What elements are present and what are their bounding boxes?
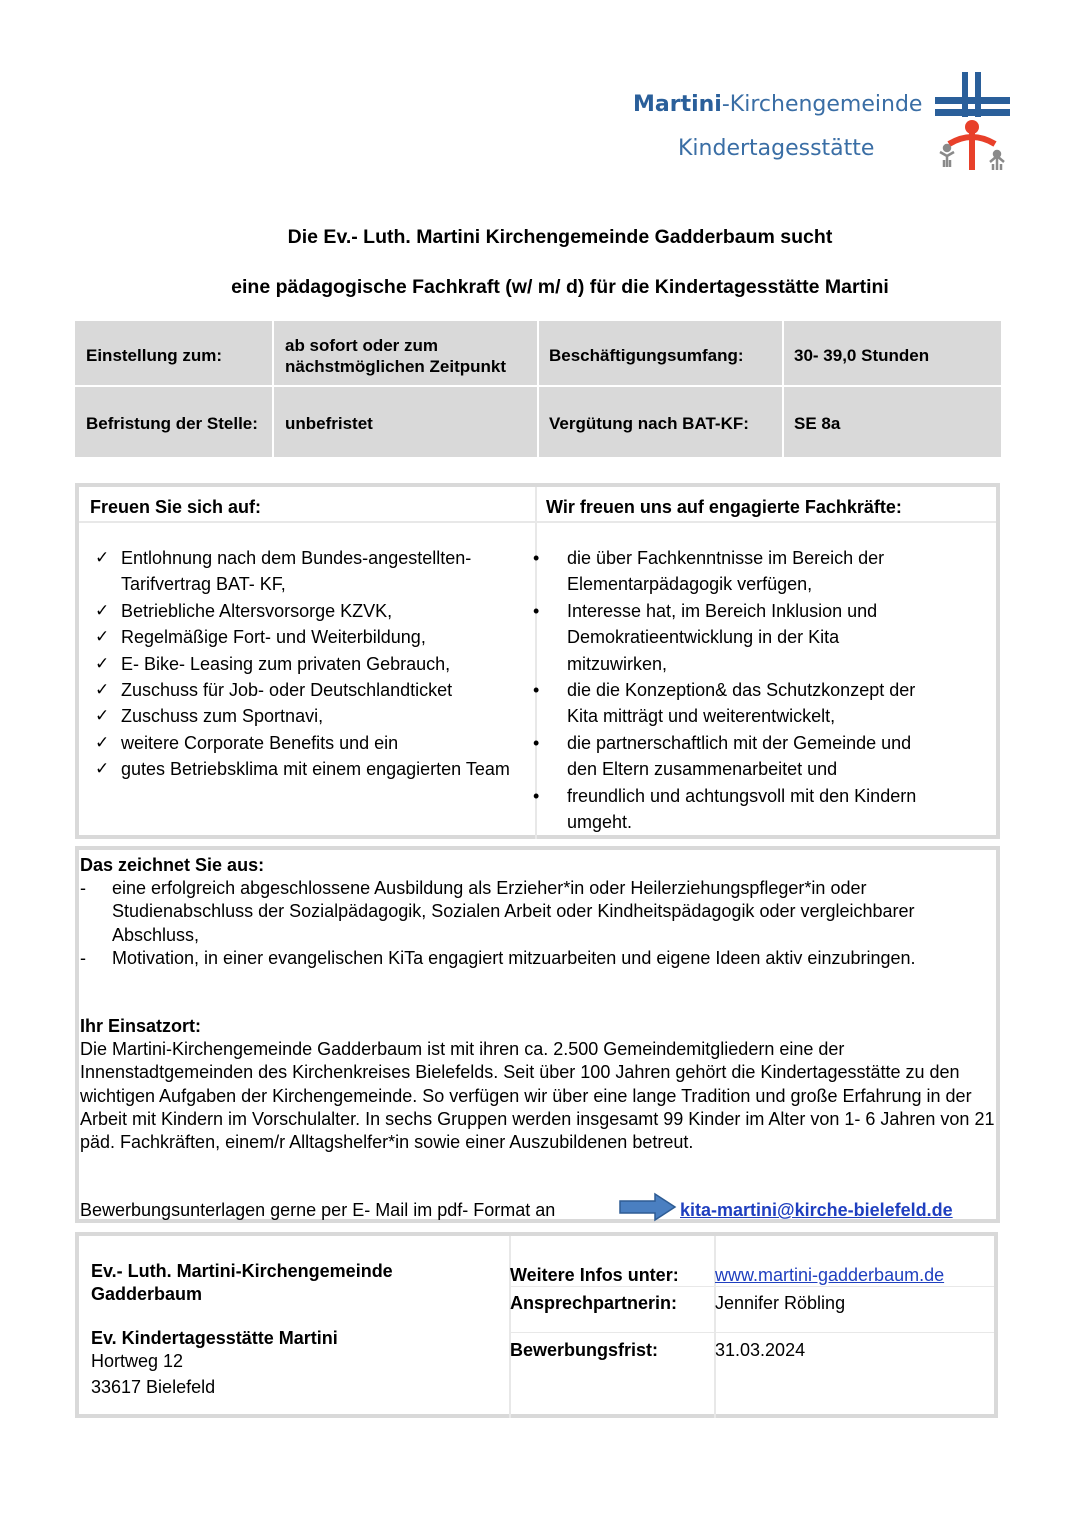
qualifications-heading: Das zeichnet Sie aus: — [80, 855, 265, 875]
contact-name: Jennifer Röbling — [715, 1293, 846, 1313]
list-item: • die die Konzeption& das Schutzkonzept der Kita mitträgt und weiterentwickelt, — [533, 677, 923, 730]
application-text: Bewerbungsunterlagen gerne per E- Mail im pdf- Format an — [80, 1200, 556, 1220]
benefits-box — [75, 483, 1000, 839]
expectations-list — [533, 545, 923, 835]
list-item: ✓ weitere Corporate Benefits und ein — [95, 730, 525, 756]
list-item: • freundlich und achtungsvoll mit den Kindern umgeht. — [533, 783, 923, 836]
pay-value: SE 8a — [794, 414, 841, 433]
qualifications-section — [80, 854, 995, 970]
list-item: • die partnerschaftlich mit der Gemeinde und den Eltern zusammenarbeitet und — [533, 730, 923, 783]
list-item: ✓ Betriebliche Altersvorsorge KZVK, — [95, 598, 525, 624]
list-item: - eine erfolgreich abgeschlossene Ausbildung als Erzieher*in oder Heilerziehungspfleger*in oder Studienabschluss der Sozialpädagogik, Sozialen Arbeit oder Kindheitspädagogik oder vergleichbarer Abschluss, — [80, 877, 995, 947]
deadline-label: Bewerbungsfrist: — [510, 1340, 659, 1360]
org-address: Ev.- Luth. Martini-Kirchengemeinde Gadderbaum Ev. Kindertagesstätte Martini Hortweg 12 33617 Bielefeld — [91, 1261, 393, 1397]
benefits-heading: Freuen Sie sich auf: — [90, 497, 262, 517]
list-item: • Interesse hat, im Bereich Inklusion und Demokratieentwicklung in der Kita mitzuwirken, — [533, 598, 923, 677]
list-item: ✓ gutes Betriebsklima mit einem engagierten Team — [95, 756, 525, 782]
list-item: ✓ E- Bike- Leasing zum privaten Gebrauch, — [95, 651, 525, 677]
cross-with-children-icon — [935, 72, 1010, 172]
list-item: - Motivation, in einer evangelischen KiTa engagiert mitzuarbeiten und eigene Ideen aktiv einzubringen. — [80, 947, 995, 970]
list-item: ✓ Zuschuss zum Sportnavi, — [95, 703, 525, 729]
page-subtitle: eine pädagogische Fachkraft (w/ m/ d) für die Kindertagesstätte Martini — [231, 276, 889, 298]
location-heading: Ihr Einsatzort: — [80, 1016, 202, 1036]
pay-label: Vergütung nach BAT-KF: — [549, 414, 749, 433]
list-item: ✓ Zuschuss für Job- oder Deutschlandticket — [95, 677, 525, 703]
benefits-list — [95, 545, 525, 783]
contact-box — [75, 1232, 998, 1418]
term-value: unbefristet — [285, 414, 373, 433]
location-text: Die Martini-Kirchengemeinde Gadderbaum ist mit ihren ca. 2.500 Gemeindemitgliedern eine der Innenstadtgemeinden des Kirchenkreises Bielefelds. Seit über 100 Jahren gehört die Kindertagesstätte zu den wichtigen Aufgaben der Kirchengemeinde. So verfügen wir über eine lange Tradition und große Erfahrung in der Arbeit mit Kindern im Vorschulalter. In sechs Gruppen werden insgesamt 99 Kinder im Alter von 1- 6 Jahren von 21 päd. Fachkräften, einem/r Alltagshelfer*in sowie einer Auszubildenen betreut. — [80, 1039, 995, 1153]
list-item: ✓ Entlohnung nach dem Bundes-angestellten- Tarifvertrag BAT- KF, — [95, 545, 525, 598]
start-value: ab sofort oder zum nächstmöglichen Zeitpunkt — [285, 336, 507, 376]
logo-title: Martini-Kirchengemeinde — [633, 92, 923, 117]
logo-subtitle: Kindertagesstätte — [678, 136, 875, 161]
term-label: Befristung der Stelle: — [86, 414, 258, 433]
list-item: ✓ Regelmäßige Fort- und Weiterbildung, — [95, 624, 525, 650]
location-section — [80, 1015, 995, 1154]
contact-label: Ansprechpartnerin: — [510, 1293, 678, 1313]
website-link[interactable]: www.martini-gadderbaum.de — [715, 1265, 945, 1285]
more-info-label: Weitere Infos unter: — [510, 1265, 679, 1285]
expectations-heading: Wir freuen uns auf engagierte Fachkräfte: — [546, 497, 902, 517]
hours-label: Beschäftigungsumfang: — [549, 346, 744, 365]
hours-value: 30- 39,0 Stunden — [794, 346, 930, 365]
start-label: Einstellung zum: — [86, 346, 222, 365]
page-title: Die Ev.- Luth. Martini Kirchengemeinde Gadderbaum sucht — [287, 226, 833, 248]
deadline-value: 31.03.2024 — [715, 1340, 806, 1360]
list-item: • die über Fachkenntnisse im Bereich der Elementarpädagogik verfügen, — [533, 545, 923, 598]
job-info-table — [75, 321, 1001, 457]
details-box — [75, 846, 1000, 1223]
email-link[interactable]: kita-martini@kirche-bielefeld.de — [680, 1200, 953, 1220]
arrow-right-icon — [619, 1192, 677, 1222]
